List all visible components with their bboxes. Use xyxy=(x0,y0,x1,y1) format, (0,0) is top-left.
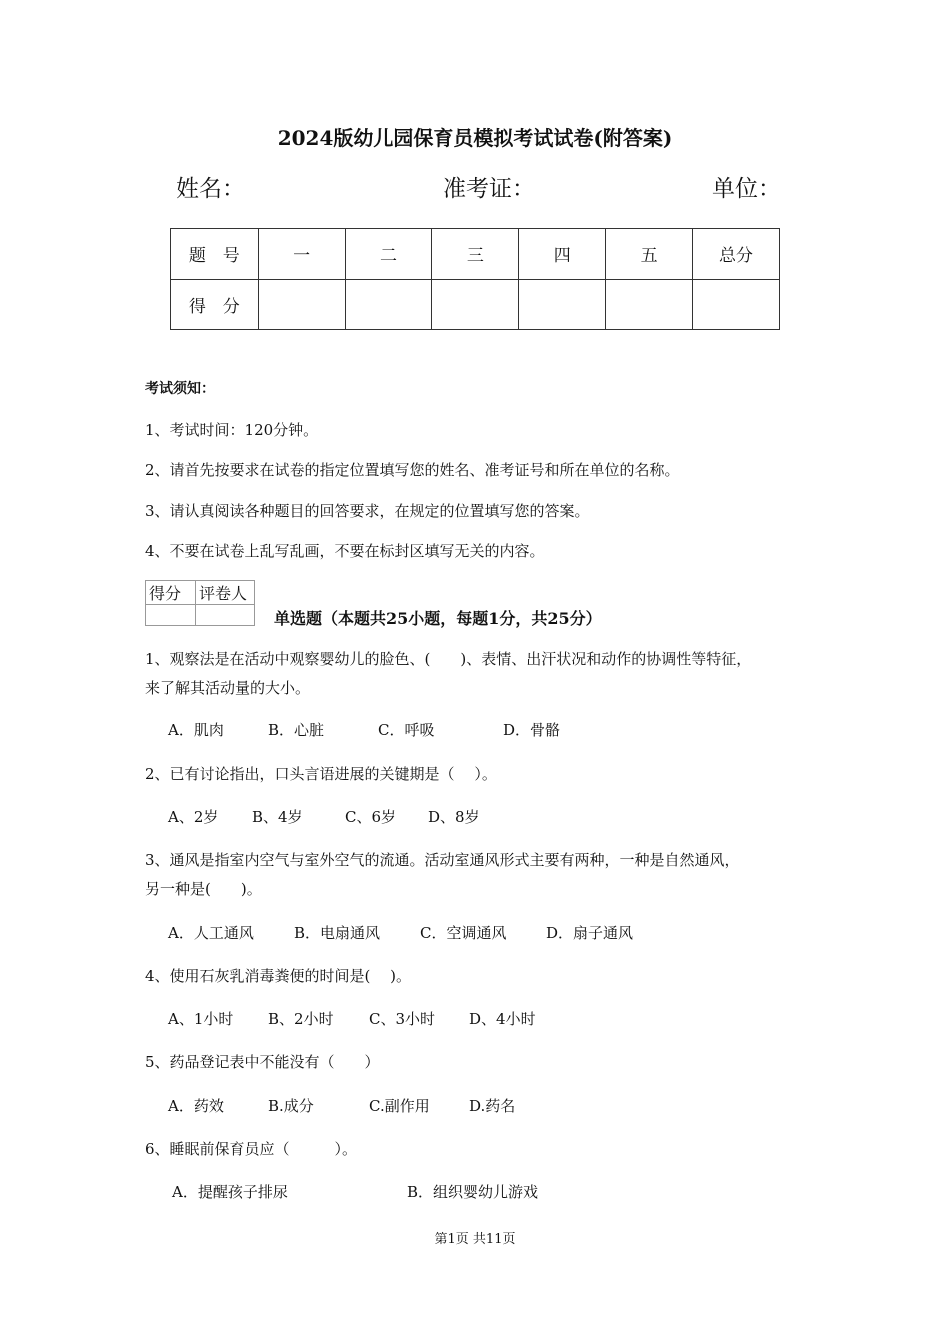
question-stem: 6、睡眠前保育员应（ ）。 xyxy=(145,1140,358,1158)
grader-reviewer-cell[interactable] xyxy=(196,605,255,626)
question-option: C、3小时 xyxy=(369,1010,436,1028)
question-stem: 5、药品登记表中不能没有（ ） xyxy=(145,1053,380,1071)
score-input-cell[interactable] xyxy=(519,279,606,330)
score-table-header-row xyxy=(171,229,780,280)
name-field-label: 姓名： xyxy=(176,176,245,202)
score-table-score-row xyxy=(171,279,780,330)
question-stem: 2、已有讨论指出，口头言语进展的关键期是（ ）。 xyxy=(145,765,497,783)
exam-id-field-label: 准考证： xyxy=(443,176,535,202)
question-option: A、1小时 xyxy=(168,1010,234,1028)
score-table xyxy=(170,228,780,330)
question-option: B．心脏 xyxy=(268,721,325,739)
score-header-cell: 总分 xyxy=(693,229,780,280)
question-option: D．扇子通风 xyxy=(546,924,634,942)
question-option: C.副作用 xyxy=(369,1097,430,1115)
score-input-cell[interactable] xyxy=(258,279,345,330)
question-option: B、2小时 xyxy=(268,1010,334,1028)
question-option: D、4小时 xyxy=(469,1010,536,1028)
notice-item: 3、请认真阅读各种题目的回答要求，在规定的位置填写您的答案。 xyxy=(145,502,590,520)
question-stem: 来了解其活动量的大小。 xyxy=(145,679,311,697)
score-input-cell[interactable] xyxy=(693,279,780,330)
question-option: B．电扇通风 xyxy=(294,924,381,942)
question-option: C．空调通风 xyxy=(420,924,507,942)
question-stem: 3、通风是指室内空气与室外空气的流通。活动室通风形式主要有两种，一种是自然通风， xyxy=(145,851,740,869)
notice-item: 1、考试时间：120分钟。 xyxy=(145,421,319,439)
score-header-cell: 五 xyxy=(606,229,693,280)
grader-score-cell[interactable] xyxy=(146,605,196,626)
score-header-cell: 一 xyxy=(258,229,345,280)
notice-heading: 考试须知： xyxy=(145,381,215,397)
question-option: A．药效 xyxy=(168,1097,224,1115)
page-footer: 第1页 共11页 xyxy=(434,1232,516,1247)
question-option: D．骨骼 xyxy=(503,721,561,739)
question-option: D.药名 xyxy=(469,1097,516,1115)
question-stem: 另一种是( )。 xyxy=(145,880,262,898)
score-input-cell[interactable] xyxy=(606,279,693,330)
unit-field-label: 单位： xyxy=(712,176,781,202)
score-header-cell: 题 号 xyxy=(171,229,259,280)
grader-box xyxy=(145,580,255,626)
question-option: D、8岁 xyxy=(428,808,480,826)
score-input-cell[interactable] xyxy=(432,279,519,330)
question-option: B、4岁 xyxy=(252,808,303,826)
question-option: A、2岁 xyxy=(168,808,219,826)
grader-score-label: 得分 xyxy=(146,581,196,605)
question-stem: 1、观察法是在活动中观察婴幼儿的脸色、( )、表情、出汗状况和动作的协调性等特征， xyxy=(145,650,752,668)
question-option: B.成分 xyxy=(268,1097,314,1115)
score-input-cell[interactable] xyxy=(345,279,432,330)
question-option: B．组织婴幼儿游戏 xyxy=(407,1183,539,1201)
question-option: A．提醒孩子排尿 xyxy=(172,1183,288,1201)
section-title: 单选题（本题共25小题，每题1分，共25分） xyxy=(274,609,602,628)
score-header-cell: 四 xyxy=(519,229,606,280)
score-header-cell: 三 xyxy=(432,229,519,280)
notice-item: 2、请首先按要求在试卷的指定位置填写您的姓名、准考证号和所在单位的名称。 xyxy=(145,461,680,479)
question-option: A．肌肉 xyxy=(168,721,224,739)
question-option: C．呼吸 xyxy=(378,721,435,739)
question-option: A．人工通风 xyxy=(168,924,254,942)
notice-item: 4、不要在试卷上乱写乱画，不要在标封区填写无关的内容。 xyxy=(145,542,545,560)
grader-reviewer-label: 评卷人 xyxy=(196,581,255,605)
question-option: C、6岁 xyxy=(345,808,397,826)
question-stem: 4、使用石灰乳消毒粪便的时间是( )。 xyxy=(145,967,412,985)
score-header-cell: 二 xyxy=(345,229,432,280)
score-row-label: 得 分 xyxy=(171,279,259,330)
page-title: 2024版幼儿园保育员模拟考试试卷(附答案) xyxy=(277,126,673,150)
